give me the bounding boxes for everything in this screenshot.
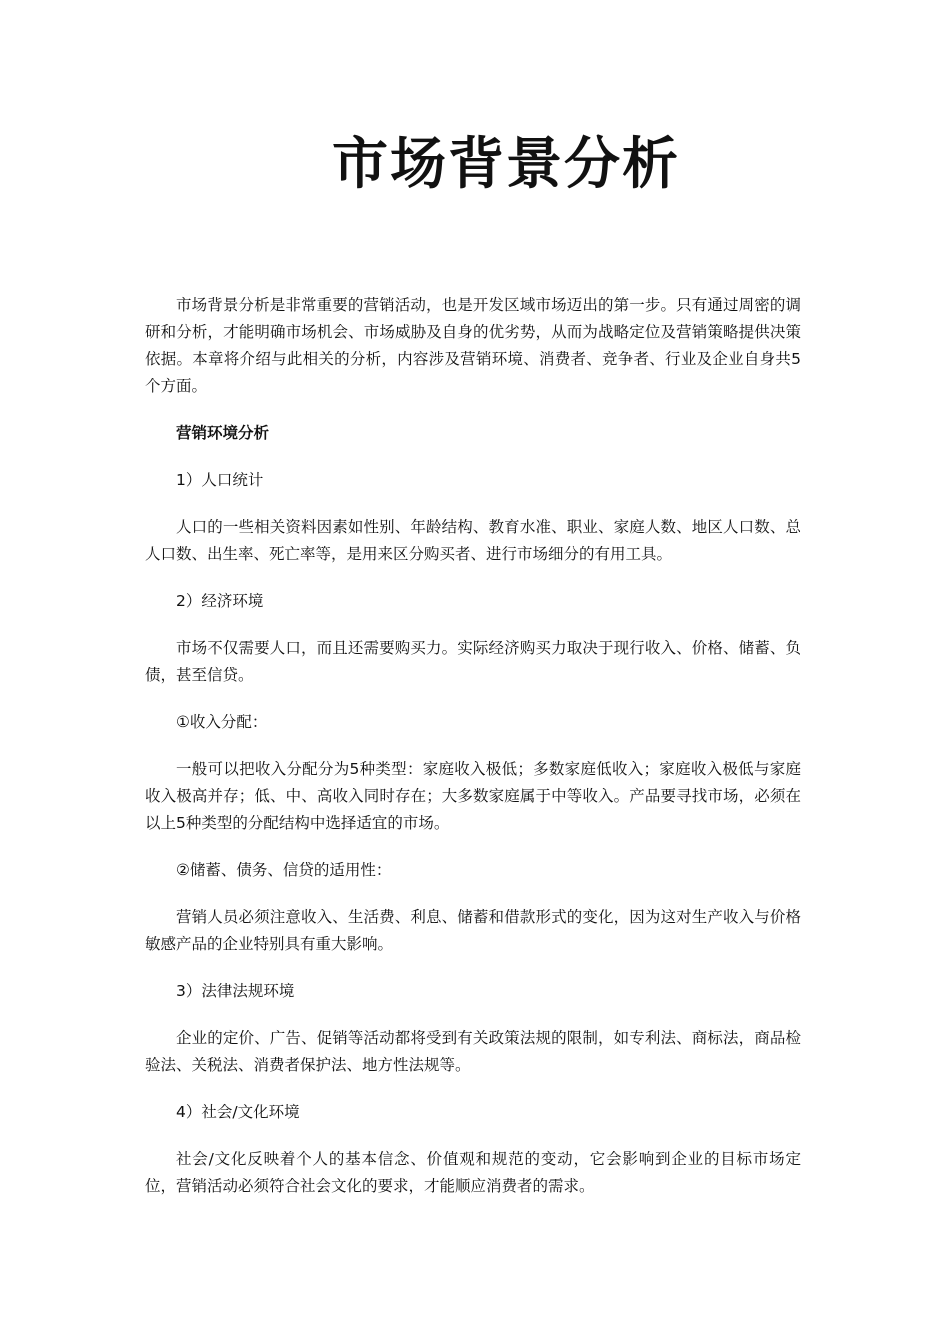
section-heading: 营销环境分析 bbox=[176, 424, 270, 442]
document-title: 市场背景分析 bbox=[332, 131, 680, 197]
item-heading-income-distribution: ①收入分配： bbox=[176, 713, 268, 731]
intro-paragraph: 市场背景分析是非常重要的营销活动，也是开发区域市场迈出的第一步。只有通过周密的调研和分析，才能明确市场机会、市场威胁及自身的优劣势，从而为战略定位及营销策略提供决策依据。本章将介绍与此相关的分析，内容涉及营销环境、消费者、竞争者、行业及企业自身共5个方面。 bbox=[145, 296, 801, 395]
subsection-heading-population: 1）人口统计 bbox=[176, 471, 264, 489]
subsection-heading-legal: 3）法律法规环境 bbox=[176, 982, 295, 1000]
paragraph-legal: 企业的定价、广告、促销等活动都将受到有关政策法规的限制，如专利法、商标法，商品检验法、关税法、消费者保护法、地方性法规等。 bbox=[145, 1029, 801, 1074]
subsection-heading-social-culture: 4）社会/文化环境 bbox=[176, 1103, 300, 1121]
subsection-heading-economy: 2）经济环境 bbox=[176, 592, 264, 610]
paragraph-economy: 市场不仅需要人口，而且还需要购买力。实际经济购买力取决于现行收入、价格、储蓄、负债，甚至信贷。 bbox=[145, 639, 801, 684]
paragraph-income-distribution: 一般可以把收入分配分为5种类型：家庭收入极低；多数家庭低收入；家庭收入极低与家庭收入极高并存；低、中、高收入同时存在；大多数家庭属于中等收入。产品要寻找市场，必须在以上5种类型的分配结构中选择适宜的市场。 bbox=[145, 760, 801, 832]
paragraph-savings-credit: 营销人员必须注意收入、生活费、利息、储蓄和借款形式的变化，因为这对生产收入与价格敏感产品的企业特别具有重大影响。 bbox=[145, 908, 801, 953]
paragraph-population: 人口的一些相关资料因素如性别、年龄结构、教育水准、职业、家庭人数、地区人口数、总人口数、出生率、死亡率等，是用来区分购买者、进行市场细分的有用工具。 bbox=[145, 518, 801, 563]
item-heading-savings-credit: ②储蓄、债务、信贷的适用性： bbox=[176, 861, 392, 879]
document-body bbox=[145, 292, 801, 1220]
paragraph-social-culture: 社会/文化反映着个人的基本信念、价值观和规范的变动，它会影响到企业的目标市场定位，营销活动必须符合社会文化的要求，才能顺应消费者的需求。 bbox=[145, 1150, 801, 1195]
